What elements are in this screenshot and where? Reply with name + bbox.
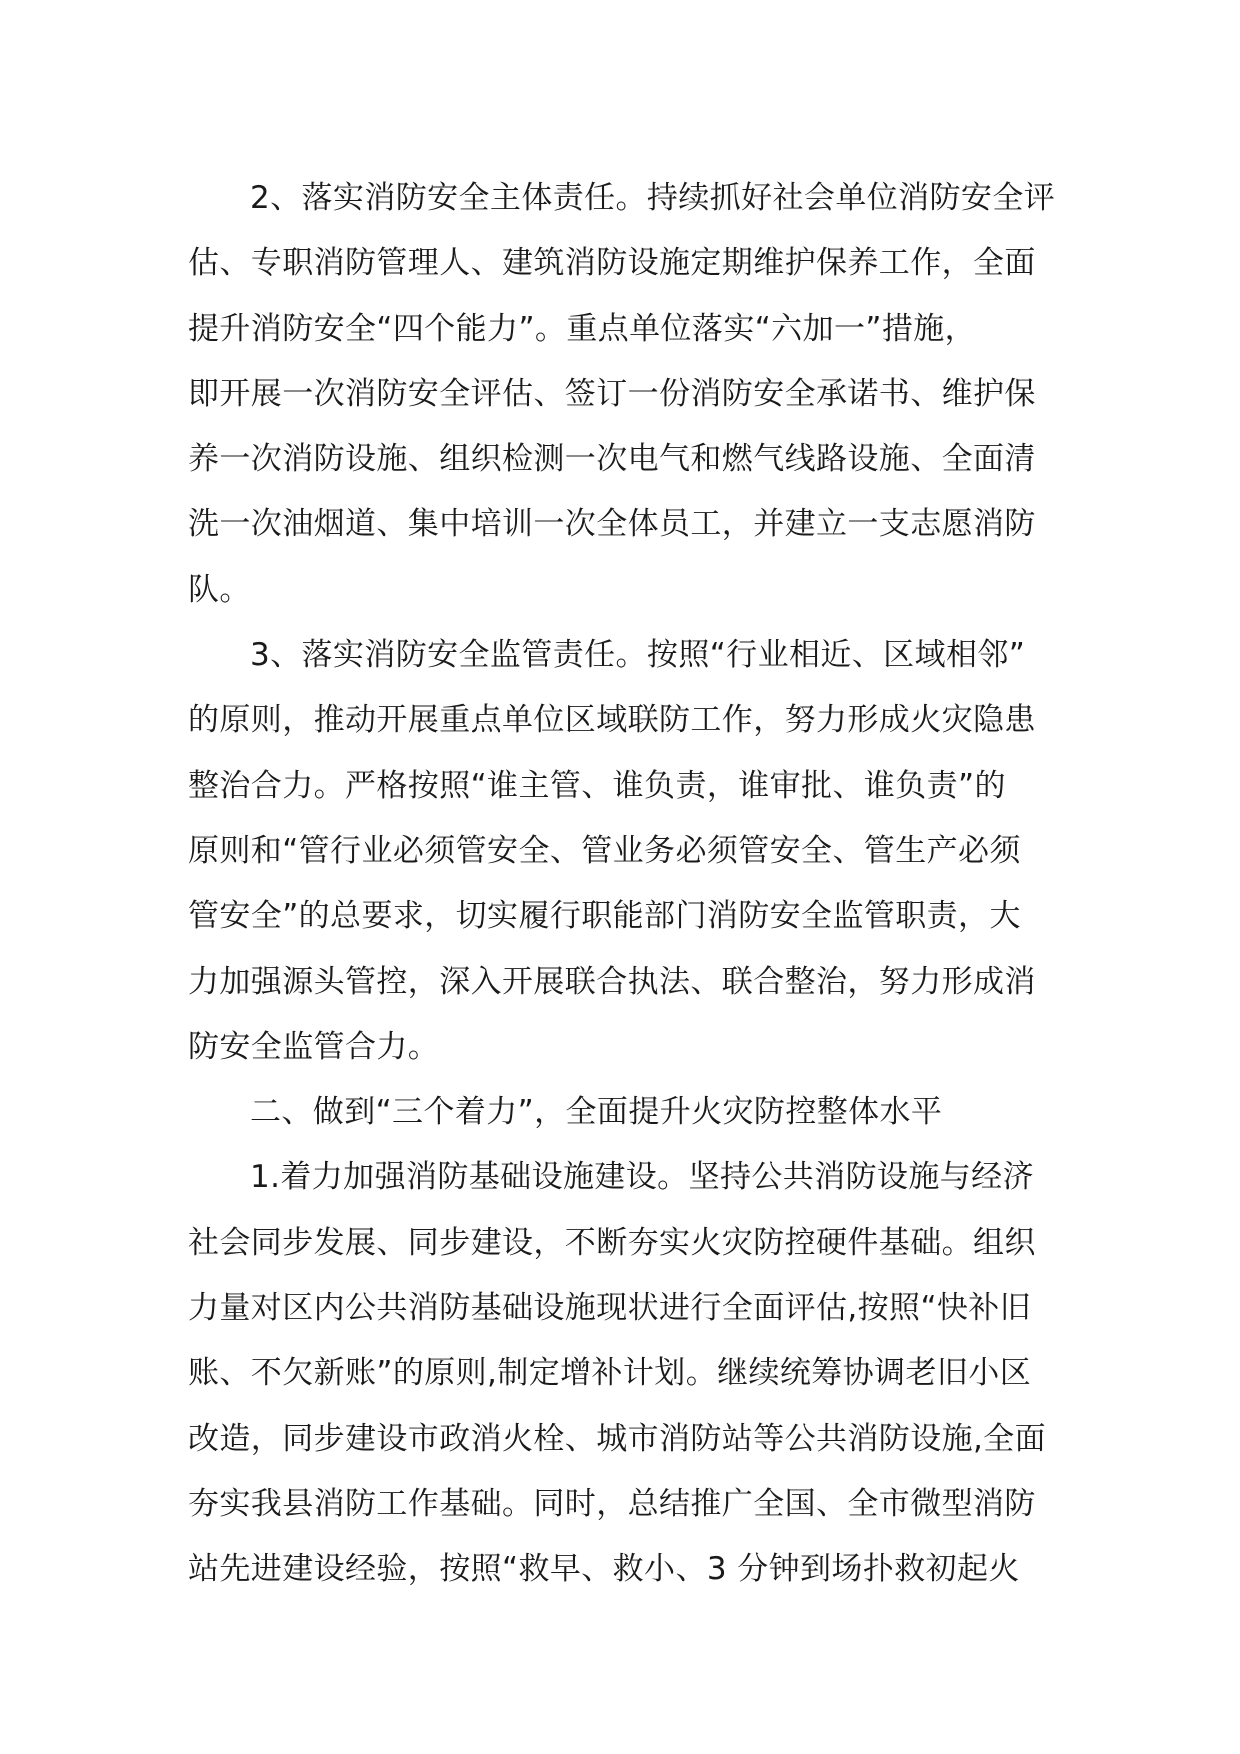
- text-line: 防安全监管合力。: [188, 1028, 440, 1065]
- text-line: 提升消防安全“四个能力”。重点单位落实“六加一”措施，: [188, 310, 977, 347]
- text-line: 队。: [188, 571, 251, 608]
- text-line: 改造，同步建设市政消火栓、城市消防站等公共消防设施,全面: [188, 1420, 1047, 1457]
- text-line: 夯实我县消防工作基础。同时，总结推广全国、全市微型消防: [188, 1485, 1036, 1522]
- text-line: 整治合力。严格按照“谁主管、谁负责，谁审批、谁负责”的: [188, 767, 1006, 804]
- text-line: 原则和“管行业必须管安全、管业务必须管安全、管生产必须: [188, 832, 1021, 869]
- text-line: 养一次消防设施、组织检测一次电气和燃气线路设施、全面清: [188, 441, 1036, 478]
- text-line: 站先进建设经验，按照“救早、救小、3 分钟到场扑救初起火: [188, 1551, 1020, 1588]
- text-line: 3、落实消防安全监管责任。按照“行业相近、区域相邻”: [250, 637, 1026, 674]
- text-line: 管安全”的总要求，切实履行职能部门消防安全监管职责，大: [188, 898, 1021, 935]
- text-line: 估、专职消防管理人、建筑消防设施定期维护保养工作，全面: [188, 245, 1036, 282]
- text-line: 的原则，推动开展重点单位区域联防工作，努力形成火灾隐患: [188, 702, 1036, 739]
- text-line: 洗一次油烟道、集中培训一次全体员工，并建立一支志愿消防: [188, 506, 1036, 543]
- section-heading: 二、做到“三个着力”，全面提升火灾防控整体水平: [250, 1094, 943, 1131]
- text-line: 力量对区内公共消防基础设施现状进行全面评估,按照“快补旧: [188, 1290, 1032, 1327]
- text-line: 力加强源头管控，深入开展联合执法、联合整治，努力形成消: [188, 963, 1036, 1000]
- text-line: 社会同步发展、同步建设，不断夯实火灾防控硬件基础。组织: [188, 1224, 1036, 1261]
- body-text: [188, 166, 1063, 1603]
- text-line: 1.着力加强消防基础设施建设。坚持公共消防设施与经济: [250, 1159, 1034, 1196]
- text-line: 2、落实消防安全主体责任。持续抓好社会单位消防安全评: [250, 180, 1056, 216]
- text-line: 账、不欠新账”的原则,制定增补计划。继续统筹协调老旧小区: [188, 1355, 1032, 1392]
- text-line: 即开展一次消防安全评估、签订一份消防安全承诺书、维护保: [188, 375, 1036, 412]
